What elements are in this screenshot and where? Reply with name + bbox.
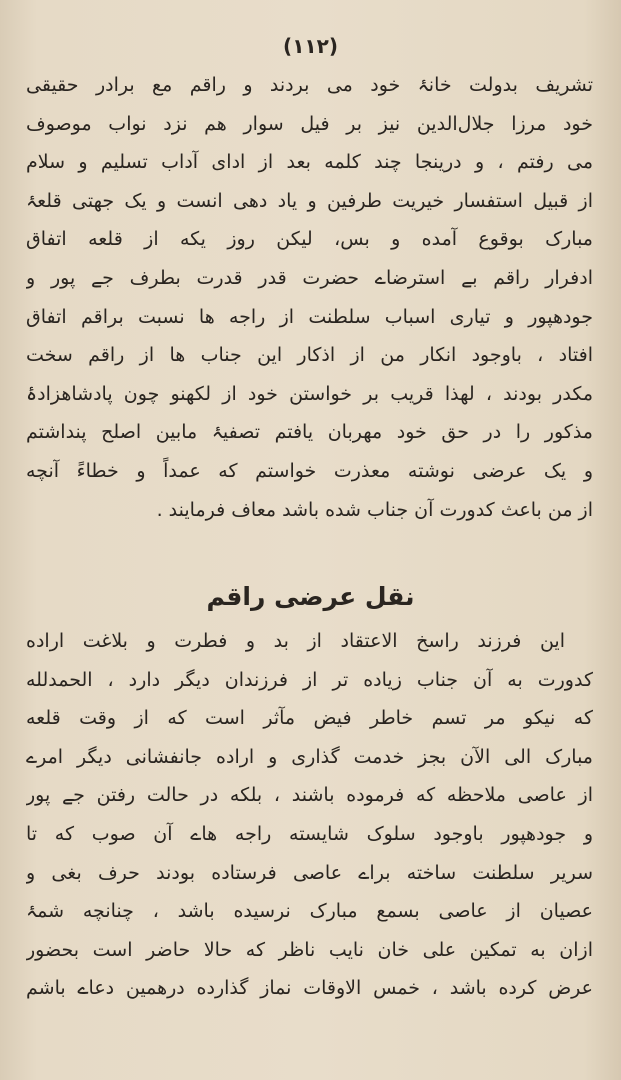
text-line: و یک عرضی نوشته معذرت خواستم که عمداً و خطاءً آنچه	[26, 459, 593, 482]
paragraph-2	[26, 622, 593, 1008]
text-line: جودهپور و تیاری اسباب سلطنت از راجه ها نسبت براقم اتفاق	[26, 305, 593, 328]
text-line: مبارک الی الآن بجز خدمت گذاری و اراده جانفشانی دیگر امرے	[26, 745, 593, 768]
text-line: عصیان از عاصی بسمع مبارک نرسیده باشد ، چنانچه شمۂ	[26, 900, 593, 923]
text-line: کدورت به آن جناب زیاده تر از فرزندان دیگر دارد ، الحمدلله	[26, 668, 593, 691]
text-line: می رفتم ، و درینجا چند کلمه بعد از ادای آداب تسلیم و سلام	[26, 151, 593, 174]
text-line: عرض کرده باشد ، خمس الاوقات نماز گذارده درهمین دعاے باشم	[26, 977, 593, 1000]
text-line: مبارک بوقوع آمده و بس، لیکن روز یکه از قلعه اتفاق	[26, 228, 593, 251]
text-line: که نیکو مر تسم خاطر فیض مآثر است که از وقت قلعه	[26, 707, 593, 730]
text-line: از عاصی ملاحظه که فرموده باشند ، بلکه در حالت رفتن جے پور	[26, 784, 593, 807]
text-line: از قبیل استفسار خیریت طرفین و یاد دهی انست و یک جهتی قلعۂ	[26, 189, 593, 212]
paragraph-1	[26, 66, 593, 529]
text-line: از من باعث کدورت آن جناب شده باشد معاف فرمایند .	[156, 498, 593, 521]
text-line: خود مرزا جلال‌الدین نیز بر فیل سوار هم نزد نواب موصوف	[26, 112, 593, 135]
page-number: (۱۱۲)	[283, 34, 338, 58]
text-line: مذکور را در حق خود مهربان یافتم تصفیۂ مابین اصلح پنداشتم	[26, 421, 593, 444]
text-line: تشریف بدولت خانۂ خود می بردند و راقم مع برادر حقیقی	[26, 74, 593, 96]
text-line: ازان به تمکین علی خان نایب ناظر که حالا حاضر است بحضور	[26, 938, 593, 961]
text-line: سریر سلطنت ساخته براے عاصی فرستاده بودند حرف بغی و	[26, 861, 593, 884]
text-line: افتاد ، باوجود انکار من از اذکار این جناب ها از راقم سخت	[26, 344, 593, 367]
text-line: این فرزند راسخ الاعتقاد از بد و فطرت و بلاغت اراده	[26, 630, 565, 652]
section-heading: نقل عرضی راقم	[206, 582, 415, 611]
text-line: مکدر بودند ، لهذا قریب بر خواستن خود از لکهنو چون پادشاهزادۂ	[26, 382, 593, 405]
text-line: و جودهپور باوجود سلوک شایسته راجه هاے آن صوب که تا	[26, 822, 593, 845]
text-line: ادفرار راقم بے استرضاے حضرت قدر قدرت بطرف جے پور و	[26, 266, 593, 289]
